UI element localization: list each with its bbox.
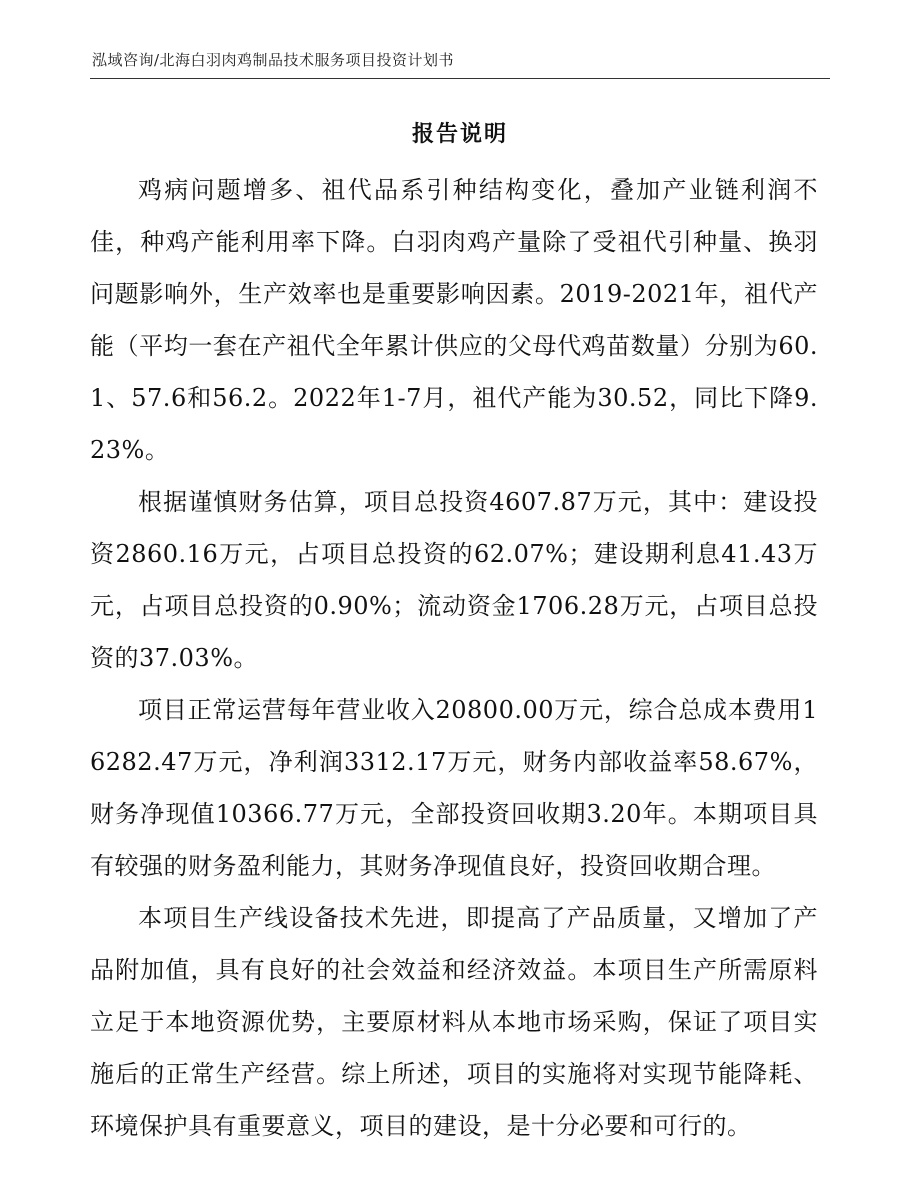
paragraph-market-background: 鸡病问题增多、祖代品系引种结构变化，叠加产业链利润不佳，种鸡产能利用率下降。白羽肉鸡产量除了受祖代引种量、换羽问题影响外，生产效率也是重要影响因素。2019-2021年，祖代产能（平均一套在产祖代全年累计供应的父母代鸡苗数量）分别为60.1、57.6和56.2。2022年1-7月，祖代产能为30.52，同比下降9.23%。 xyxy=(90,176,818,464)
paragraph-investment-estimate: 根据谨慎财务估算，项目总投资4607.87万元，其中：建设投资2860.16万元，占项目总投资的62.07%；建设期利息41.43万元，占项目总投资的0.90%；流动资金1706.28万元，占项目总投资的37.03%。 xyxy=(90,488,818,672)
section-title: 报告说明 xyxy=(411,122,508,147)
header-divider xyxy=(90,78,830,79)
report-body xyxy=(90,164,818,1152)
paragraph-financial-returns: 项目正常运营每年营业收入20800.00万元，综合总成本费用16282.47万元，净利润3312.17万元，财务内部收益率58.67%，财务净现值10366.77万元，全部投资回收期3.20年。本期项目具有较强的财务盈利能力，其财务净现值良好，投资回收期合理。 xyxy=(90,696,818,880)
paragraph-project-significance: 本项目生产线设备技术先进，即提高了产品质量，又增加了产品附加值，具有良好的社会效益和经济效益。本项目生产所需原料立足于本地资源优势，主要原材料从本地市场采购，保证了项目实施后的正常生产经营。综上所述，项目的实施将对实现节能降耗、环境保护具有重要意义，项目的建设，是十分必要和可行的。 xyxy=(90,904,818,1140)
running-header: 泓域咨询/北海白羽肉鸡制品技术服务项目投资计划书 xyxy=(92,51,455,69)
